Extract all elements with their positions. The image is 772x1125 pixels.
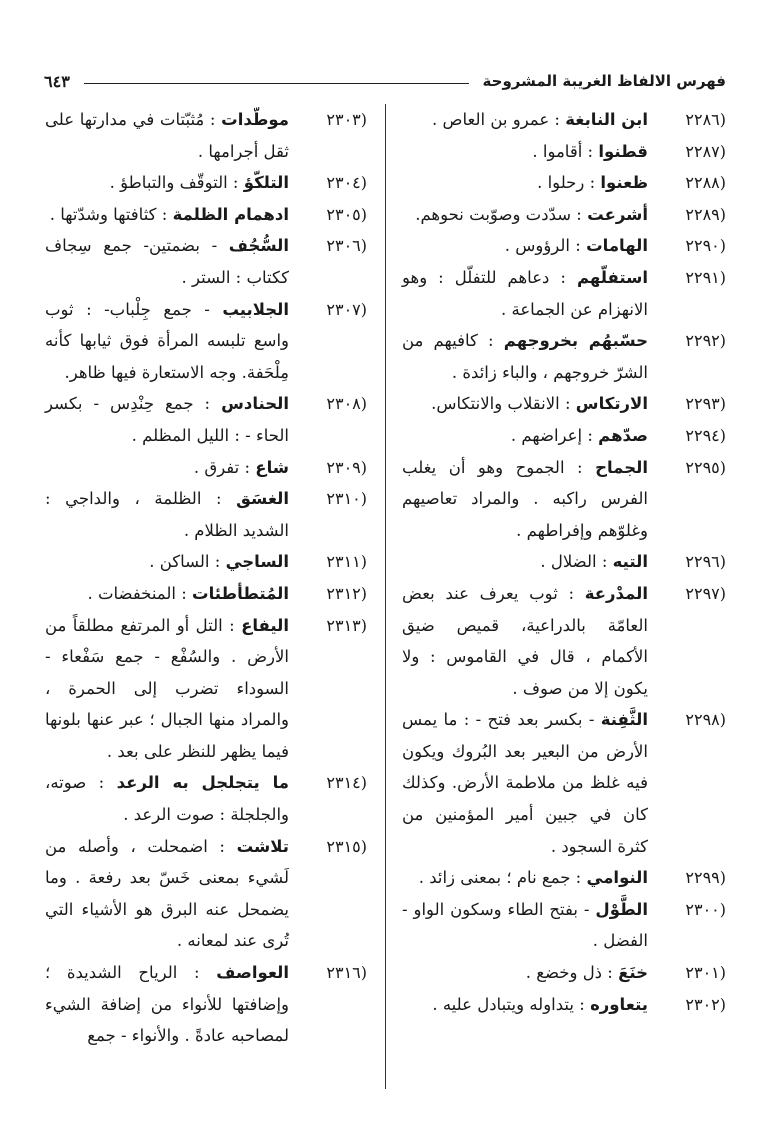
- entry-number: (٢٣٠٤: [326, 173, 367, 193]
- entry-term: ادهمام الظلمة: [172, 204, 289, 224]
- entry-definition: : كثافتها وشدّتها .: [49, 204, 168, 224]
- entry-term: التلكّؤ: [243, 173, 289, 193]
- entry-body: [45, 610, 289, 768]
- entry-number: (٢٣٠٩: [326, 457, 367, 477]
- entry-body: [402, 230, 648, 262]
- entry-term: صدّهم: [598, 425, 648, 445]
- entry-number: (٢٢٩٥: [685, 457, 726, 477]
- entry-number: (٢٣١٠: [326, 489, 367, 509]
- glossary-entry: [402, 104, 726, 136]
- glossary-entry: [402, 230, 726, 262]
- glossary-entry: [45, 831, 367, 957]
- entry-term: ظعنوا: [600, 173, 648, 193]
- entry-definition: : يتداوله ويتبادل عليه .: [432, 994, 585, 1014]
- entry-definition: : صوته، والجلجلة : صوت الرعد .: [45, 773, 289, 825]
- entry-body: [45, 104, 289, 167]
- glossary-entry: [45, 957, 367, 1052]
- entry-term: الارتكاس: [575, 394, 648, 414]
- entry-body: [402, 546, 648, 578]
- entry-definition: : مُثبّتات في مدارتها على ثقل أجرامها .: [45, 110, 289, 161]
- entry-term: الجماح: [595, 457, 648, 477]
- entry-definition: : الساكن .: [149, 552, 221, 572]
- entry-term: ابن النابغة: [565, 110, 648, 129]
- entry-term: الحنادس: [221, 394, 289, 414]
- entry-term: استفلّهم: [576, 267, 649, 287]
- entry-body: [402, 167, 648, 199]
- entry-definition: : الرياح الشديدة ؛ وإضافتها للأنواء من إضافة الشيء لمصاحبه عادةً . والأنواء - جمع: [45, 963, 289, 1046]
- entry-definition: : دعاهم للتفلّل : وهو الانهزام عن الجماعة .: [402, 267, 648, 319]
- entry-definition: : اضمحلت ، وأصله من لَشيء بمعنى خَسّ بعد رفعة . وما يضمحل عنه البرق هو الأشياء التي تُرى عند لمعانه .: [45, 836, 289, 951]
- glossary-entry: [402, 989, 726, 1021]
- entry-definition: - بفتح الطاء وسكون الواو - الفضل .: [402, 899, 648, 951]
- glossary-entry: [45, 230, 367, 293]
- entry-term: الهامات: [586, 236, 648, 256]
- entry-term: تلاشت: [236, 836, 289, 856]
- entry-body: [45, 452, 289, 484]
- entry-definition: : عمرو بن العاص .: [432, 110, 560, 129]
- entry-term: يتعاوره: [590, 994, 648, 1014]
- entry-number: (٢٣٠٢: [685, 994, 726, 1014]
- entry-body: [45, 957, 289, 1052]
- entry-number: (٢٣١٤: [326, 773, 367, 793]
- entry-body: [402, 388, 648, 420]
- entry-number: (٢٣٠٣: [326, 110, 367, 129]
- entry-term: ما يتجلجل به الرعد: [116, 773, 289, 793]
- entry-number: (٢٢٨٨: [685, 173, 726, 193]
- glossary-entry: [45, 483, 367, 546]
- entry-body: [45, 167, 289, 199]
- entry-number: (٢٢٩١: [685, 267, 726, 287]
- header-rule: [84, 83, 469, 84]
- glossary-entry: [45, 388, 367, 451]
- glossary-entry: [45, 452, 367, 484]
- running-header: [44, 68, 726, 94]
- entry-body: [45, 578, 289, 610]
- entry-number: (٢٣٠٧: [326, 299, 367, 319]
- right-column: [396, 104, 726, 1089]
- entry-definition: : الجموح وهو أن يغلب الفرس راكبه . والمراد تعاصيهم وغلوّهم وإفراطهم .: [402, 457, 648, 540]
- entry-number: (٢٢٩٦: [685, 552, 726, 572]
- entry-term: العواصف: [216, 963, 289, 983]
- entry-number: (٢٢٩٤: [685, 425, 726, 445]
- entry-body: [45, 767, 289, 830]
- entry-number: (٢٣١٢: [326, 583, 367, 603]
- entry-term: حسّبهُم بخروجهم: [503, 331, 648, 351]
- glossary-entry: [402, 136, 726, 168]
- entry-definition: : سدّدت وصوّبت نحوهم.: [415, 204, 582, 224]
- entry-term: النوامي: [586, 868, 648, 888]
- entry-definition: : ثوب يعرف عند بعض العامّة بالدراعية، قميص ضيق الأكمام ، قال في القاموس : ولا يكون إلا من صوف .: [402, 583, 648, 698]
- entry-body: [402, 199, 648, 231]
- glossary-entry: [45, 167, 367, 199]
- left-column: [45, 104, 375, 1089]
- entry-number: (٢٢٩٣: [685, 394, 726, 414]
- glossary-entry: [402, 388, 726, 420]
- entry-body: [402, 894, 648, 957]
- glossary-entry: [402, 894, 726, 957]
- entry-term: التيه: [612, 552, 648, 572]
- entry-definition: : رحلوا .: [537, 173, 596, 193]
- entry-term: الغسَق: [236, 489, 289, 509]
- entry-number: (٢٣١٥: [326, 836, 367, 856]
- entry-body: [402, 989, 648, 1021]
- entry-definition: : أقاموا .: [532, 141, 594, 161]
- entry-number: (٢٢٨٧: [685, 141, 726, 161]
- entry-term: الثَّفِنة: [600, 710, 649, 730]
- entry-term: خنَعَ: [618, 963, 648, 983]
- entry-body: [402, 862, 648, 894]
- entry-body: [402, 957, 648, 989]
- glossary-entry: [45, 578, 367, 610]
- entry-definition: : كافيهم من الشرّ خروجهم ، والباء زائدة .: [402, 331, 648, 382]
- entry-number: (٢٣٠٦: [326, 236, 367, 256]
- entry-term: السُّجُف: [228, 236, 289, 256]
- entry-number: (٢٢٩٢: [685, 331, 726, 351]
- two-column-body: [44, 104, 726, 1089]
- entry-definition: : التل أو المرتفع مطلقاً من الأرض . والسُفْع - جمع سَفْعاء - السوداء تضرب إلى الحمرة ، والمراد منها الجبال ؛ عبر عنها بلونها فيما يظهر للنظر على بعد .: [45, 615, 289, 761]
- entry-number: (٢٢٩٠: [685, 236, 726, 256]
- entry-body: [45, 294, 289, 389]
- glossary-entry: [45, 294, 367, 389]
- glossary-entry: [402, 704, 726, 862]
- entry-term: المُتطأطئات: [192, 583, 289, 603]
- glossary-entry: [45, 546, 367, 578]
- entry-term: الطَّوْل: [595, 899, 648, 919]
- glossary-entry: [402, 420, 726, 452]
- entry-term: قطنوا: [598, 141, 648, 161]
- entry-definition: : جمع حِنْدِس - بكسر الحاء - : الليل المظلم .: [45, 394, 289, 445]
- glossary-entry: [402, 546, 726, 578]
- entry-body: [45, 230, 289, 293]
- glossary-entry: [402, 199, 726, 231]
- entry-body: [402, 452, 648, 547]
- entry-term: الساجي: [225, 552, 289, 572]
- entry-number: (٢٢٨٦: [685, 110, 726, 129]
- entry-number: (٢٢٩٨: [685, 710, 726, 730]
- entry-number: (٢٣٠٥: [326, 204, 367, 224]
- entry-definition: : الظلمة ، والداجي : الشديد الظلام .: [45, 489, 289, 540]
- entry-definition: : تفرق .: [193, 457, 251, 477]
- entry-body: [402, 325, 648, 388]
- entry-body: [402, 578, 648, 704]
- entry-term: أشرعت: [587, 204, 648, 224]
- entry-definition: : الرؤوس .: [504, 236, 581, 256]
- entry-body: [45, 546, 289, 578]
- header-title: فهرس الالفاظ الغريبة المشروحة: [482, 72, 726, 90]
- entry-term: شاع: [255, 457, 289, 477]
- entry-number: (٢٢٩٩: [685, 868, 726, 888]
- entry-term: الجلابيب: [222, 299, 289, 319]
- entry-body: [45, 199, 289, 231]
- glossary-entry: [45, 767, 367, 830]
- entry-definition: : الانقلاب والانتكاس.: [431, 394, 571, 414]
- entry-definition: : جمع نام ؛ بمعنى زائد .: [418, 868, 582, 888]
- entry-number: (٢٣١١: [326, 552, 367, 572]
- entry-number: (٢٣٠١: [685, 963, 726, 983]
- entry-number: (٢٣٠٠: [685, 899, 726, 919]
- entry-definition: : ذل وخضع .: [525, 963, 613, 983]
- entry-definition: : إعراضهم .: [510, 425, 593, 445]
- entry-term: المدْرعة: [584, 583, 649, 603]
- entry-body: [402, 136, 648, 168]
- entry-definition: - بكسر بعد فتح - : ما يمس الأرض من البعير بعد البُروك ويكون فيه غلظ من ملاطمة الأرض. وكذلك كان في جبين أمير المؤمنين من كثرة السجود .: [402, 710, 648, 856]
- entry-number: (٢٣١٦: [326, 963, 367, 983]
- entry-definition: : الضلال .: [540, 552, 608, 572]
- column-divider: [385, 104, 386, 1089]
- glossary-entry: [402, 578, 726, 704]
- entry-body: [402, 104, 648, 136]
- glossary-entry: [402, 325, 726, 388]
- glossary-entry: [402, 957, 726, 989]
- entry-body: [402, 420, 648, 452]
- glossary-entry: [402, 167, 726, 199]
- entry-number: (٢٢٨٩: [685, 204, 726, 224]
- entry-body: [45, 483, 289, 546]
- glossary-entry: [402, 452, 726, 547]
- entry-number: (٢٣١٣: [326, 615, 367, 635]
- entry-definition: : التوقّف والتباطؤ .: [109, 173, 239, 193]
- entry-definition: - بضمتين- جمع سِجاف ككتاب : الستر .: [45, 236, 289, 287]
- entry-body: [45, 388, 289, 451]
- glossary-entry: [45, 104, 367, 167]
- entry-term: اليفاع: [241, 615, 289, 635]
- page-number: ٦٤٣: [44, 71, 70, 91]
- glossary-entry: [45, 199, 367, 231]
- glossary-entry: [45, 610, 367, 768]
- entry-body: [402, 262, 648, 325]
- entry-number: (٢٣٠٨: [326, 394, 367, 414]
- entry-definition: - جمع جِلْباب- : ثوب واسع تلبسه المرأة فوق ثيابها كأنه مِلْحَفة. وجه الاستعارة فيها ظاهر.: [45, 299, 289, 382]
- glossary-entry: [402, 862, 726, 894]
- entry-body: [402, 704, 648, 862]
- entry-body: [45, 831, 289, 957]
- entry-definition: : المنخفضات .: [87, 583, 187, 603]
- entry-number: (٢٢٩٧: [685, 583, 726, 603]
- entry-term: موطّدات: [221, 110, 289, 129]
- glossary-entry: [402, 262, 726, 325]
